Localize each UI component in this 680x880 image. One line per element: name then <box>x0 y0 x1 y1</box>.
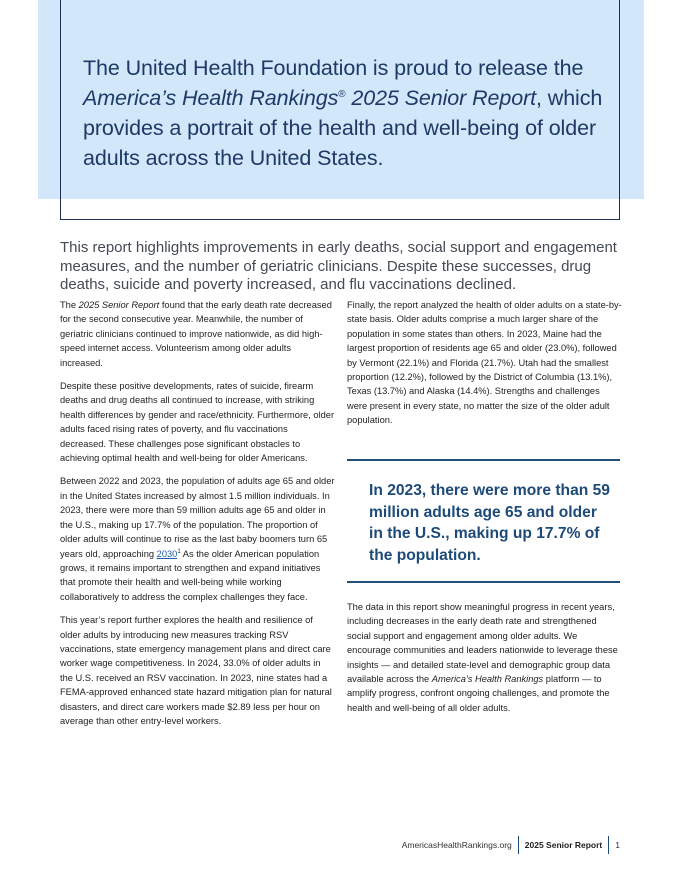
footer-report-label: 2025 Senior Report <box>524 840 603 850</box>
left-paragraph-4: This year’s report further explores the health and resilience of older adults by introducing new measures tracking RSV vaccinations, state emergency management plans and direct care worker wage competitiveness. In 2024, 33.0% of older adults in the U.S. received an RSV vaccination. In 2023, nine states had a FEMA-approved enhanced state hazard mitigation plan for natural disasters, and direct care workers made $2.89 less per hour on average than other entry-level workers. <box>60 615 332 726</box>
hero-text-rest: , which provides a portrait of the health and well-being of older adults across the United States. <box>83 86 603 170</box>
footnote-marker: 1 <box>177 548 181 555</box>
footer-divider <box>518 836 519 854</box>
left-paragraph-2: Despite these positive developments, rates of suicide, firearm deaths and drug deaths all continued to increase, with striking health differences by gender and race/ethnicity. Furthermore, older adults faced rising rates of poverty, and flu vaccinations decreased. These challenges pose significant obstacles to achieving optimal health and well-being for older Americans. <box>60 381 335 464</box>
registered-mark: ® <box>338 88 346 100</box>
right-column-lower <box>347 600 622 715</box>
left-p3-text: Between 2022 and 2023, the population of adults age 65 and older in the United States increased by almost 1.5 million individuals. In 2023, there were more than 59 million adults age 65 and older in the U.S., making up 17.7% of the population. The proportion of older adults will continue to rise as the last baby boomers turn 65 years old, approaching <box>60 476 335 559</box>
right-paragraph-1: Finally, the report analyzed the health of older adults on a state-by-state basis. Older adults comprise a much larger share of the population in some states than others. In 2023, Maine had the largest proportion of residents age 65 and older (23.0%), followed by Vermont (22.1%) and Florida (21.7%). Utah had the smallest proportion (12.2%), followed by the District of Columbia (13.1%), Texas (13.7%) and Alaska (14.4%). Strengths and challenges were present in every state, no matter the size of the older adult population. <box>347 300 622 426</box>
page-number: 1 <box>615 840 620 850</box>
right-paragraph-2 <box>347 600 622 715</box>
left-paragraph-3 <box>60 474 335 604</box>
right-column <box>347 298 622 437</box>
pull-quote-text: In 2023, there were more than 59 million adults age 65 and older in the U.S., making up 17.7% of the population. <box>369 482 610 564</box>
right-p2-italic: America’s Health Rankings <box>431 674 544 685</box>
left-p1-prefix: The <box>60 300 79 310</box>
right-p2-after: platform — to amplify progress, confront ongoing challenges, and promote the health and well-being of all older adults. <box>347 674 610 713</box>
left-p1-italic: 2025 Senior Report <box>78 300 160 310</box>
hero-statement <box>83 53 613 173</box>
left-p3-after: As the older American population grows, it remains important to strengthen and expand initiatives that promote their health and well-being while working collaboratively to address the complex challenges they face. <box>60 548 321 602</box>
pull-quote <box>347 459 620 583</box>
footer-website: AmericasHealthRankings.org <box>401 840 512 850</box>
hero-text-intro: The United Health Foundation is proud to release the <box>83 56 584 80</box>
hero-report-year: 2025 Senior Report <box>345 86 537 110</box>
footer-divider <box>608 836 609 854</box>
right-p2-text: The data in this report show meaningful progress in recent years, including decreases in the early death rate and strengthened social support and engagement among older adults. We encourage communities and leaders nationwide to leverage these insights — and detailed state-level and demographic group data available across the <box>347 602 618 685</box>
left-column <box>60 298 335 737</box>
hero-report-name: America’s Health Rankings <box>83 86 339 110</box>
lede-paragraph: This report highlights improvements in early deaths, social support and engagement measures, and the number of geriatric clinicians. Despite these successes, drug deaths, suicide and poverty increased, and flu vaccinations declined. <box>60 239 617 293</box>
page-footer <box>402 836 620 854</box>
left-paragraph-1 <box>60 298 335 370</box>
left-p1-rest: found that the early death rate decreased for the second consecutive year. Meanwhile, the number of geriatric clinicians continued to improve nationwide, as did high-speed internet access. Volunteerism among older adults increased. <box>60 300 332 368</box>
footnote-link-2030[interactable]: 2030 <box>156 548 178 559</box>
